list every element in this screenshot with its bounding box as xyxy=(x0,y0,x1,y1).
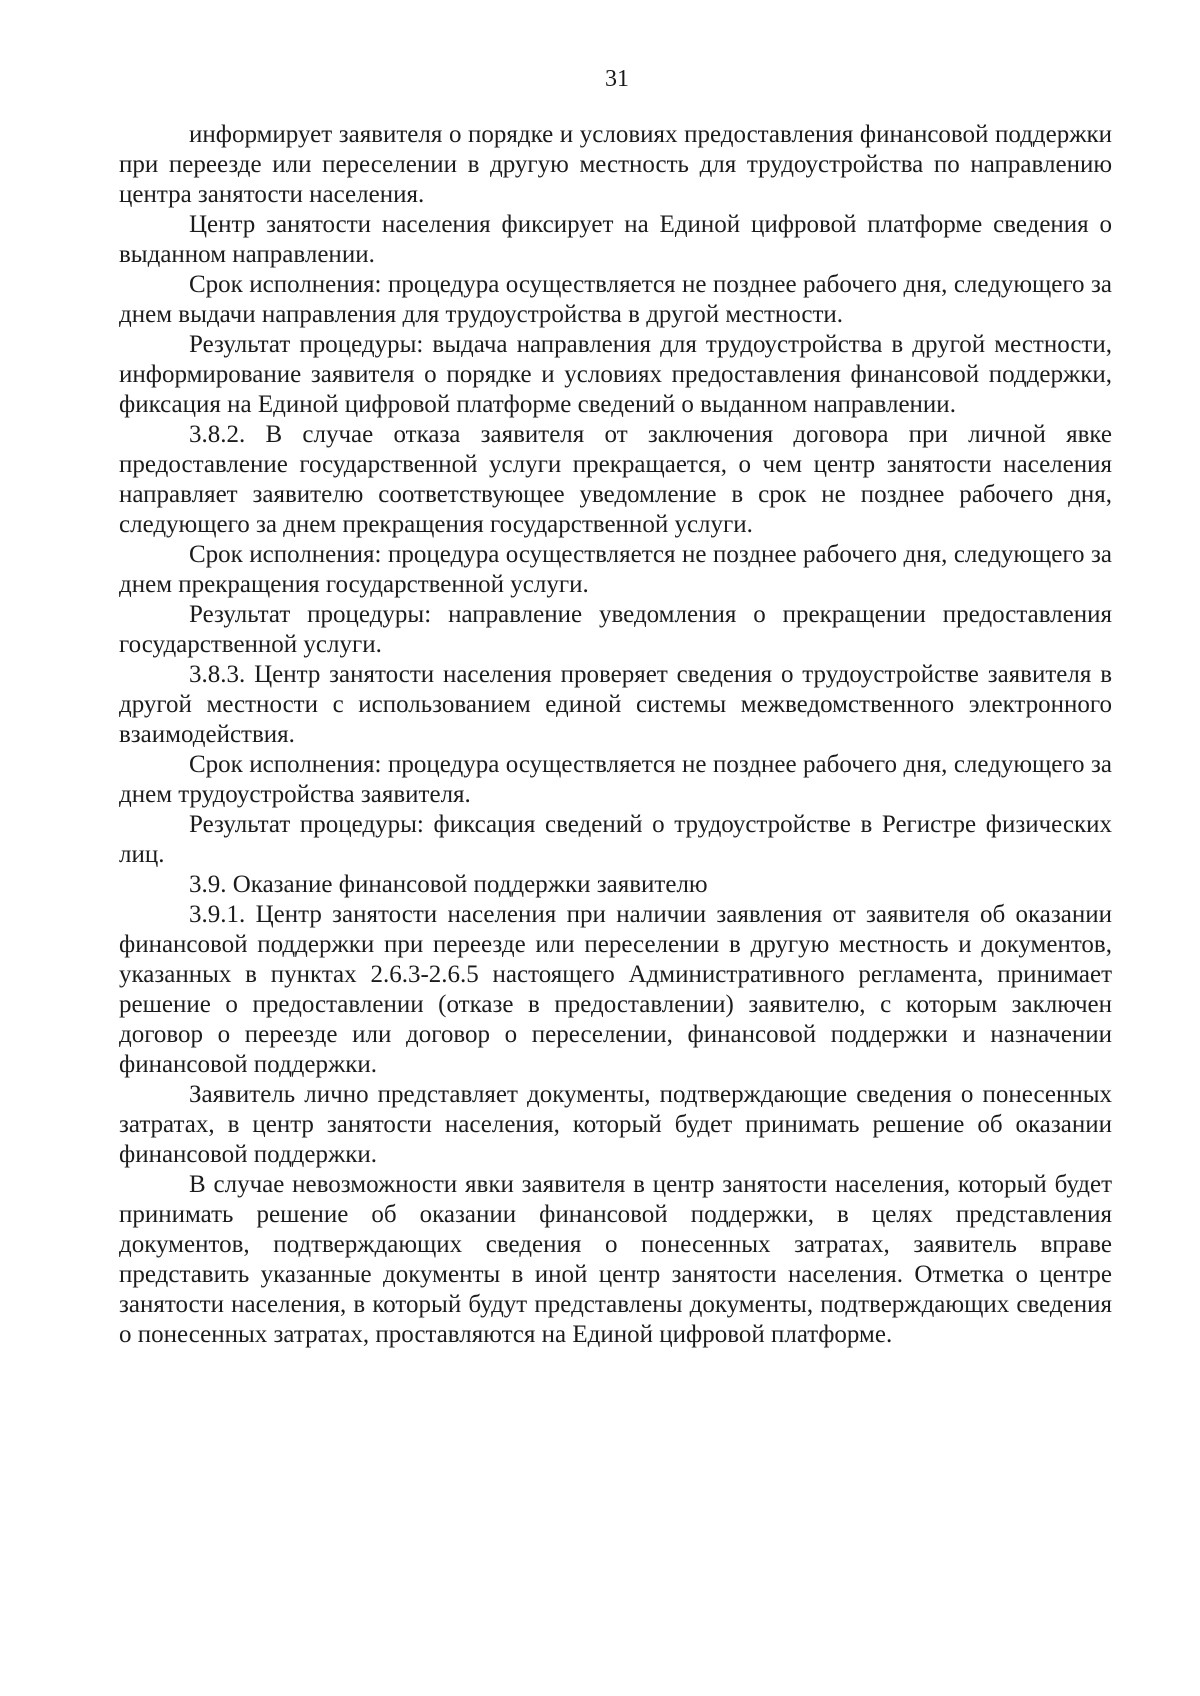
section-heading: 3.9. Оказание финансовой поддержки заявителю xyxy=(189,871,708,898)
paragraph: Результат процедуры: фиксация сведений о трудоустройстве в Регистре физических лиц. xyxy=(119,811,1112,868)
paragraph: Срок исполнения: процедура осуществляется не позднее рабочего дня, следующего за днем прекращения государственной услуги. xyxy=(119,541,1112,598)
paragraph: Срок исполнения: процедура осуществляется не позднее рабочего дня, следующего за днем выдачи направления для трудоустройства в другой местности. xyxy=(119,271,1112,328)
paragraph: информирует заявителя о порядке и условиях предоставления финансовой поддержки при переезде или переселении в другую местность для трудоустройства по направлению центра занятости населения. xyxy=(119,121,1112,208)
paragraph: 3.8.3. Центр занятости населения проверяет сведения о трудоустройстве заявителя в другой местности с использованием единой системы межведомственного электронного взаимодействия. xyxy=(119,661,1112,748)
paragraph: 3.9.1. Центр занятости населения при наличии заявления от заявителя об оказании финансовой поддержки при переезде или переселении в другую местность и документов, указанных в пунктах 2.6.3-2.6.5 настоящего Административного регламента, принимает решение о предоставлении (отказе в предоставлении) заявителю, с которым заключен договор о переезде или договор о переселении, финансовой поддержки и назначении финансовой поддержки. xyxy=(119,901,1112,1078)
paragraph: В случае невозможности явки заявителя в центр занятости населения, который будет принимать решение об оказании финансовой поддержки, в целях представления документов, подтверждающих сведения о понесенных затратах, заявитель вправе представить указанные документы в иной центр занятости населения. Отметка о центре занятости населения, в который будут представлены документы, подтверждающих сведения о понесенных затратах, проставляются на Единой цифровой платформе. xyxy=(119,1171,1112,1348)
paragraph: Центр занятости населения фиксирует на Единой цифровой платформе сведения о выданном направлении. xyxy=(119,211,1112,268)
paragraph: Срок исполнения: процедура осуществляется не позднее рабочего дня, следующего за днем трудоустройства заявителя. xyxy=(119,751,1112,808)
paragraph: Заявитель лично представляет документы, подтверждающие сведения о понесенных затратах, в центр занятости населения, который будет принимать решение об оказании финансовой поддержки. xyxy=(119,1081,1112,1168)
paragraph: 3.8.2. В случае отказа заявителя от заключения договора при личной явке предоставление государственной услуги прекращается, о чем центр занятости населения направляет заявителю соответствующее уведомление в срок не позднее рабочего дня, следующего за днем прекращения государственной услуги. xyxy=(119,421,1112,538)
document-body xyxy=(119,120,1112,1350)
page-number: 31 xyxy=(605,66,629,92)
paragraph: Результат процедуры: направление уведомления о прекращении предоставления государственной услуги. xyxy=(119,601,1112,658)
paragraph: Результат процедуры: выдача направления для трудоустройства в другой местности, информирование заявителя о порядке и условиях предоставления финансовой поддержки, фиксация на Единой цифровой платформе сведений о выданном направлении. xyxy=(119,331,1112,418)
